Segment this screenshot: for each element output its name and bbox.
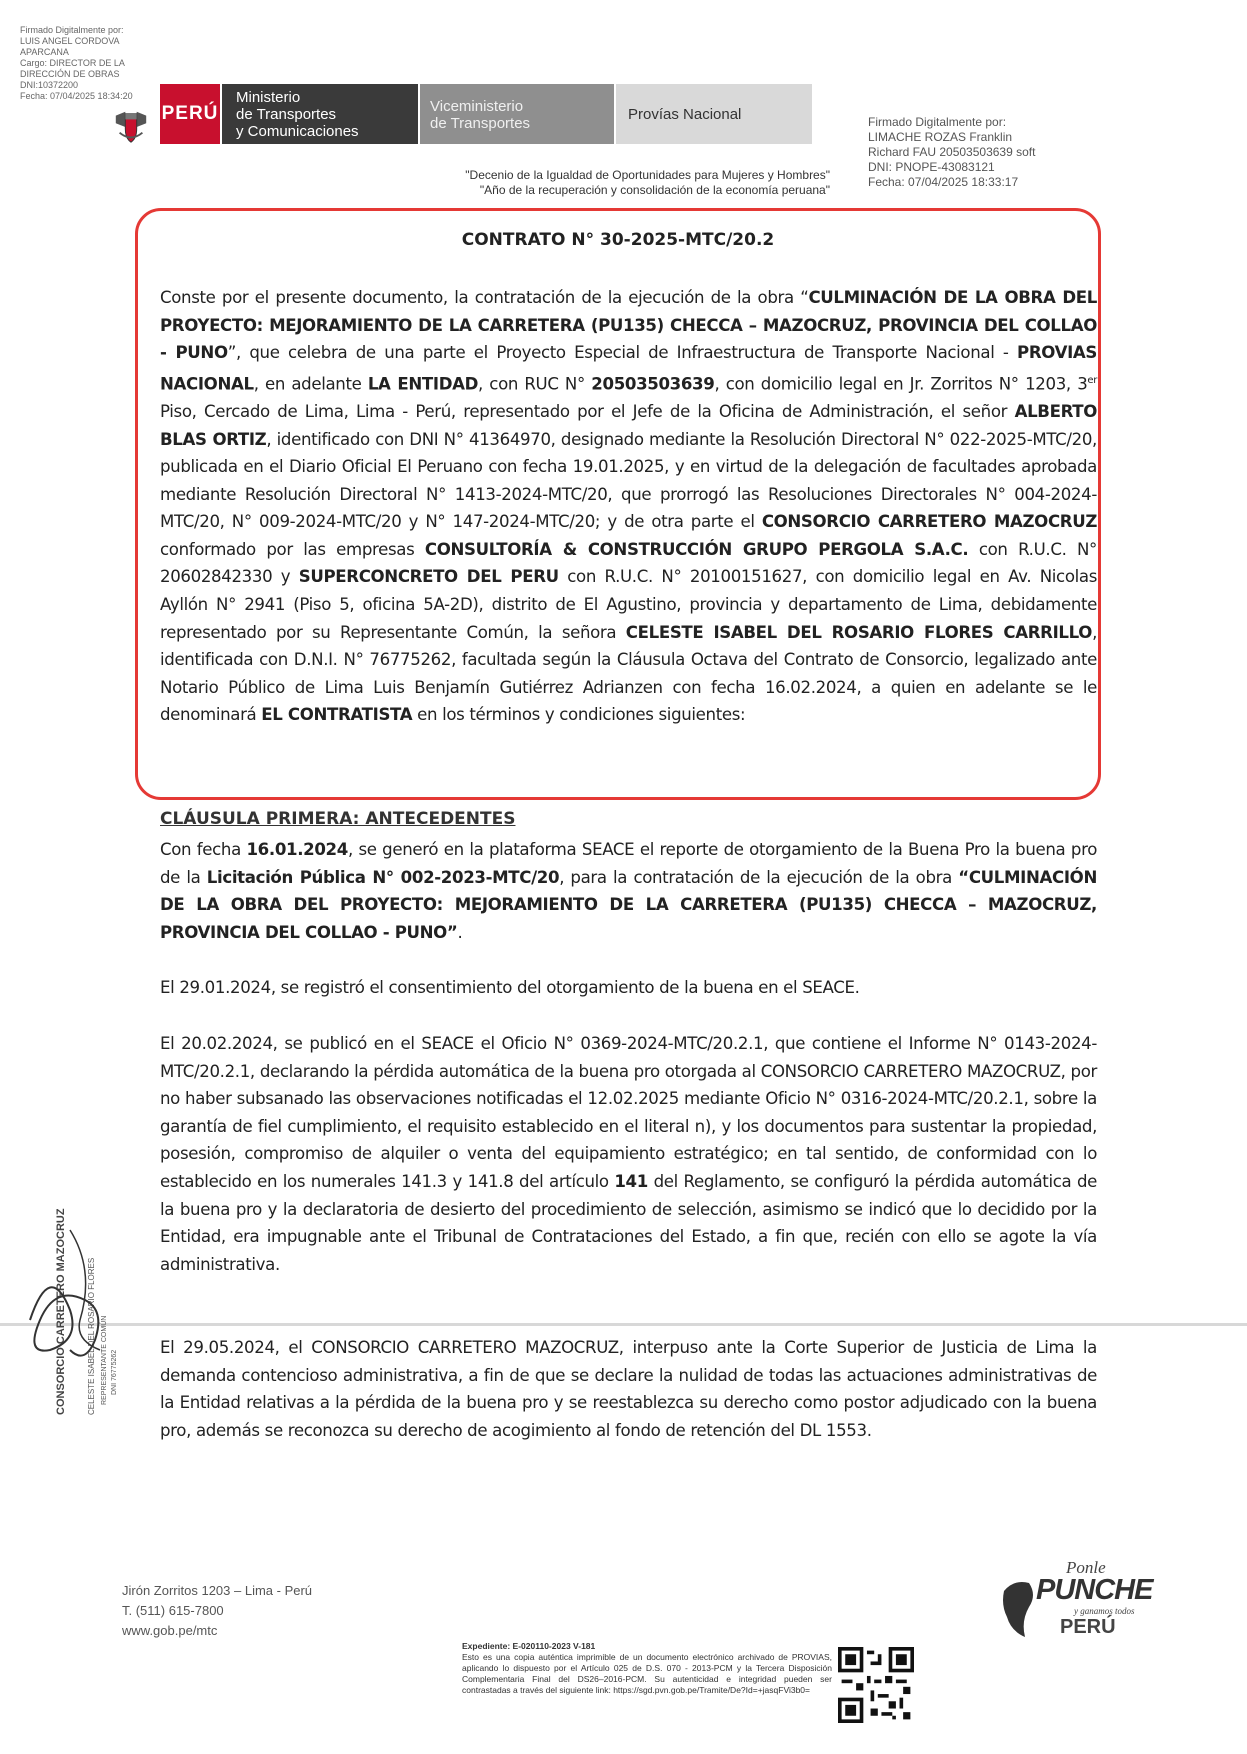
stamp-line: REPRESENTANTE COMÚN	[101, 1315, 108, 1405]
stamp-line: CONSORCIO CARRETERO MAZOCRUZ	[55, 1208, 67, 1415]
ministry-line: de Transportes	[236, 106, 337, 123]
signature-line: Firmado Digitalmente por:	[868, 115, 1007, 129]
qr-code-icon[interactable]	[838, 1647, 914, 1723]
footer-address	[122, 1581, 312, 1641]
logo-top: Ponle	[1066, 1558, 1106, 1577]
footer-line: Jirón Zorritos 1203 – Lima - Perú	[122, 1583, 313, 1598]
punche-peru-logo	[998, 1556, 1153, 1656]
footer-link[interactable]: www.gob.pe/mtc	[122, 1623, 218, 1638]
expediente-note	[462, 1641, 832, 1696]
paragraph-4: El 29.05.2024, el CONSORCIO CARRETERO MAZOCRUZ, interpuso ante la Corte Superior de Justicia de Lima la demanda contencioso administrativa, a fin de que se declare la nulidad de todas las actuaciones administrativas de la Entidad relativas a la pérdida de la buena pro y se reestablezca su derecho como postor adjudicado con la buena pro, además se reconozca su derecho de acogimiento al fondo de retención del DL 1553.	[160, 1338, 1097, 1440]
signature-line: Firmado Digitalmente por:	[20, 25, 124, 35]
ministry-line: y Comunicaciones	[236, 123, 359, 140]
signature-line: DIRECCIÓN DE OBRAS	[20, 69, 120, 79]
signature-line: LIMACHE ROZAS Franklin	[868, 130, 1013, 144]
stamp-line: CELESTE ISABEL DEL ROSARIO FLORES	[87, 1257, 96, 1415]
logo-main: PUNCHE	[1036, 1574, 1153, 1606]
contract-intro: Conste por el presente documento, la contratación de la ejecución de la obra “CULMINACIÓN DE LA OBRA DEL PROYECTO: MEJORAMIENTO DE LA CARRETERA (PU135) CHECCA – MAZOCRUZ, PROVINCIA DEL COLLAO - PUNO”, que celebra de una parte el Proyecto Especial de Infraestructura de Transporte Nacional - PROVIAS NACIONAL, en adelante LA ENTIDAD, con RUC N° 20503503639, con domicilio legal en Jr. Zorritos N° 1203, 3er Piso, Cercado de Lima, Lima - Perú, representado por el Jefe de la Oficina de Administración, el señor ALBERTO BLAS ORTIZ, identificado con DNI N° 41364970, designado mediante la Resolución Directoral N° 022-2025-MTC/20, publicada en el Diario Oficial El Peruano con fecha 19.01.2025, y en virtud de la delegación de facultades aprobada mediante Resolución Directoral N° 1413-2024-MTC/20, que prorrogó las Resoluciones Directorales N° 004-2024-MTC/20, N° 009-2024-MTC/20 y N° 147-2024-MTC/20; y de otra parte el CONSORCIO CARRETERO MAZOCRUZ conformado por las empresas CONSULTORÍA & CONSTRUCCIÓN GRUPO PERGOLA S.A.C. con R.U.C. N° 20602842330 y SUPERCONCRETO DEL PERU con R.U.C. N° 20100151627, con domicilio legal en Av. Nicolas Ayllón N° 2941 (Piso 5, oficina 5A-2D), distrito de El Agustino, provincia y departamento de Lima, debidamente representado por su Representante Común, la señora CELESTE ISABEL DEL ROSARIO FLORES CARRILLO, identificada con D.N.I. N° 76775262, facultada según la Cláusula Octava del Contrato de Consorcio, legalizado ante Notario Público de Lima Luis Benjamín Gutiérrez Adrianzen con fecha 16.02.2024, a quien en adelante se le denominará EL CONTRATISTA en los términos y condiciones siguientes:	[160, 288, 1098, 725]
page-divider	[0, 1323, 1247, 1326]
signature-line: Richard FAU 20503503639 soft	[868, 145, 1036, 159]
signature-line: Fecha: 07/04/2025 18:33:17	[868, 175, 1019, 189]
decenio-line: "Año de la recuperación y consolidación de la economía peruana"	[479, 183, 830, 197]
expediente-text: Esto es una copia auténtica imprimible de un documento electrónico archivado de PROVIAS, aplicando lo dispuesto por el Artículo 025 de D.S. 070 - 2013-PCM y la Tercera Disposición Complementaria Final del DS26–2016-PCM. Su autenticidad e integridad pueden ser contrastadas a través del siguiente link: https://sgd.pvn.gob.pe/Tramite/De?Id=+jasqFVi3b0=	[462, 1652, 832, 1695]
signature-line: DNI: PNOPE-43083121	[868, 160, 995, 174]
signature-line: LUIS ANGEL CORDOVA	[20, 36, 120, 46]
coat-of-arms-icon	[112, 108, 150, 146]
viceministry-line: de Transportes	[430, 115, 531, 132]
expediente-label: Expediente: E-020110-2023 V-181	[462, 1641, 596, 1651]
signature-line: DNI:10372200	[20, 80, 79, 90]
consortium-stamp	[20, 1170, 130, 1420]
footer-line: T. (511) 615-7800	[122, 1603, 224, 1618]
ministry-line: Ministerio	[236, 89, 301, 106]
logo-bottom: PERÚ	[1060, 1616, 1116, 1638]
signature-line: Cargo: DIRECTOR DE LA	[20, 58, 125, 68]
decenio-caption	[300, 168, 830, 198]
digital-signature-left	[20, 25, 140, 102]
peru-logo: PERÚ	[160, 84, 220, 144]
agency-logo: Provías Nacional	[616, 84, 812, 144]
paragraph-1: Con fecha 16.01.2024, se generó en la plataforma SEACE el reporte de otorgamiento de la Buena Pro la buena pro de la Licitación Pública N° 002-2023-MTC/20, para la contratación de la ejecución de la obra “CULMINACIÓN DE LA OBRA DEL PROYECTO: MEJORAMIENTO DE LA CARRETERA (PU135) CHECCA – MAZOCRUZ, PROVINCIA DEL COLLAO - PUNO”.	[160, 840, 1097, 942]
paragraph-3: El 20.02.2024, se publicó en el SEACE el Oficio N° 0369-2024-MTC/20.2.1, que contiene el Informe N° 0143-2024-MTC/20.2.1, declarando la pérdida automática de la buena pro otorgada al CONSORCIO CARRETERO MAZOCRUZ, por no haber subsanado las observaciones notificadas el 12.02.2025 mediante Oficio N° 0316-2024-MTC/20.2.1, sobre la garantía de fiel cumplimiento, el requisito establecido en el literal n), y los documentos para sustentar la propiedad, posesión, compromiso de alquiler o venta del equipamiento estratégico; en tal sentido, de conformidad con lo establecido en los numerales 141.3 y 141.8 del artículo 141 del Reglamento, se configuró la pérdida automática de la buena pro y la declaratoria de desierto del procedimiento de selección, asimismo se indicó que lo decidido por la Entidad, era impugnable ante el Tribunal de Contrataciones del Estado, a fin que, recién con ello se agote la vía administrativa.	[160, 1034, 1097, 1274]
decenio-line: "Decenio de la Igualdad de Oportunidades para Mujeres y Hombres"	[465, 168, 830, 182]
clause-title: CLÁUSULA PRIMERA: ANTECEDENTES	[160, 809, 516, 829]
stamp-line: DNI 76775262	[111, 1349, 118, 1395]
viceministry-line: Viceministerio	[430, 98, 524, 115]
ministry-logo	[222, 84, 418, 144]
viceministry-logo	[420, 84, 614, 144]
digital-signature-right	[868, 115, 1098, 190]
logo-small: y ganamos todos	[1074, 1606, 1135, 1616]
signature-line: Fecha: 07/04/2025 18:34:20	[20, 91, 133, 101]
signature-line: APARCANA	[20, 47, 69, 57]
paragraph-2: El 29.01.2024, se registró el consentimiento del otorgamiento de la buena en el SEACE.	[160, 978, 860, 997]
contract-title: CONTRATO N° 30-2025-MTC/20.2	[461, 230, 775, 250]
